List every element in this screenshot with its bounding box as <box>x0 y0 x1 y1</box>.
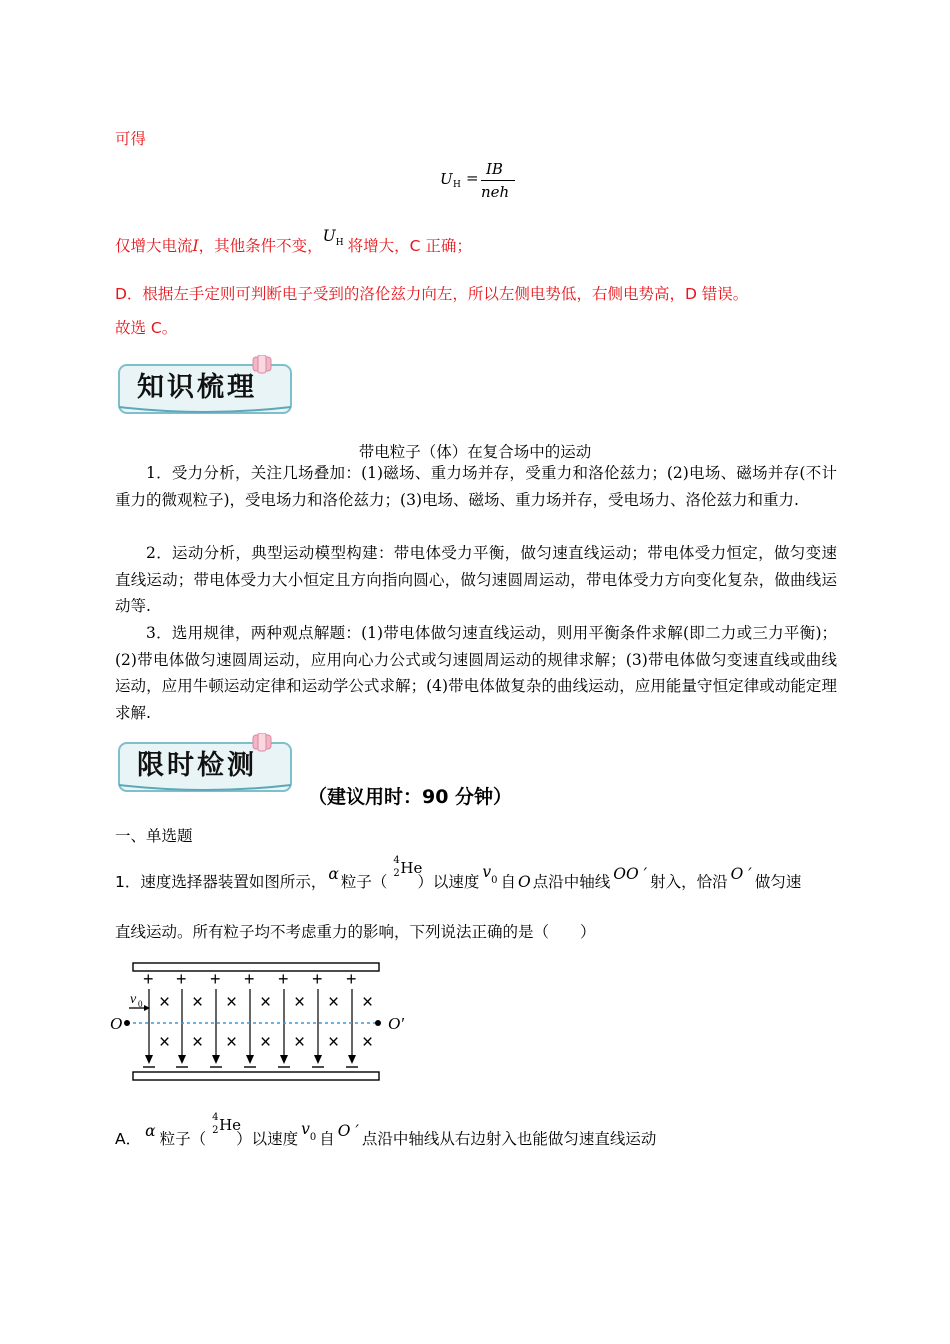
opt-a-text-1: 粒子（ <box>159 1130 207 1148</box>
formula-numerator: IB <box>486 160 503 178</box>
he-symbol: He <box>219 1116 242 1134</box>
helium-nuclide <box>387 855 423 887</box>
formula-denominator: neh <box>481 183 510 201</box>
q1-text-2: 粒子（ <box>340 873 388 891</box>
plus-sign: + <box>346 969 357 989</box>
question-1-line-2: 直线运动。所有粒子均不考虑重力的影响，下列说法正确的是（ ） <box>115 923 596 941</box>
o-symbol: O <box>518 873 531 891</box>
question-number: 1． <box>115 873 141 891</box>
fraction-bar <box>481 180 515 181</box>
magnetic-field-cross: × <box>159 1032 171 1053</box>
question-1-line-1 <box>115 855 802 892</box>
he-mass: 4 <box>393 855 400 866</box>
knowledge-banner <box>115 355 297 415</box>
line-c-var: I <box>192 237 199 255</box>
test-banner-title: 限时检测 <box>137 750 257 781</box>
opt-a-text-3: 自 <box>319 1130 335 1148</box>
v-symbol: v <box>301 1120 310 1138</box>
line-c-sym-sub: H <box>335 238 344 248</box>
line-c-prefix: 仅增大电流 <box>115 237 193 255</box>
magnetic-field-cross: × <box>294 992 306 1013</box>
formula-lhs: U <box>440 170 453 188</box>
v-symbol: v <box>482 863 492 881</box>
q1-text-1: 速度选择器装置如图所示， <box>140 873 327 891</box>
line-c-sym: U <box>322 227 336 245</box>
magnetic-field-cross: × <box>226 992 238 1013</box>
solution-line-d: D．根据左手定则可判断电子受到的洛伦兹力向左，所以左侧电势低，右侧电势高，D 错误。 <box>115 285 749 303</box>
section-heading: 一、单选题 <box>115 827 193 845</box>
label-v: v <box>130 992 137 1007</box>
o-prime-symbol: O ′ <box>730 865 752 883</box>
line-c-suffix: 将增大，C 正确； <box>347 237 472 255</box>
magnetic-field-cross: × <box>362 1032 374 1053</box>
label-v-sub: 0 <box>138 999 143 1009</box>
point-o <box>124 1020 130 1026</box>
magnetic-field-cross: × <box>192 992 204 1013</box>
velocity-selector-figure <box>110 955 410 1090</box>
solution-answer: 故选 C。 <box>115 319 178 337</box>
plus-sign: + <box>244 969 255 989</box>
o-prime-symbol: O ′ <box>337 1122 359 1140</box>
he-mass: 4 <box>212 1112 219 1123</box>
plus-sign: + <box>143 969 154 989</box>
oo-symbol: OO ′ <box>613 865 648 883</box>
knowledge-paragraph-3: 3．选用规律，两种观点解题：(1)带电体做匀速直线运动，则用平衡条件求解(即二力或三力平衡)；(2)带电体做匀速圆周运动，应用向心力公式或匀速圆周运动的规律求解；(3)带电体做匀变速直线或曲线运动，应用牛顿运动定律和运动学公式求解；(4)带电体做复杂的曲线运动，应用能量守恒定律或动能定理求解. <box>115 624 837 722</box>
top-plate <box>133 963 379 971</box>
field-arrowhead <box>348 1055 356 1064</box>
formula-eq: = <box>466 169 479 187</box>
plus-sign: + <box>176 969 187 989</box>
test-banner <box>115 733 297 793</box>
q1-text-3: ）以速度 <box>417 873 480 891</box>
field-arrowhead <box>145 1055 153 1064</box>
field-arrowhead <box>178 1055 186 1064</box>
plus-sign: + <box>210 969 221 989</box>
q1-text-4: 自 <box>500 873 517 891</box>
hall-voltage-formula <box>440 158 530 208</box>
he-symbol: He <box>400 859 423 877</box>
solution-line-c <box>115 227 472 256</box>
magnetic-field-cross: × <box>328 992 340 1013</box>
opt-a-text-4: 点沿中轴线从右边射入也能做匀速直线运动 <box>361 1130 657 1148</box>
q1-text-6: 射入，恰沿 <box>650 873 728 891</box>
v-sub: 0 <box>491 875 498 886</box>
option-a[interactable] <box>115 1112 657 1149</box>
knowledge-paragraph-2: 2．运动分析，典型运动模型构建：带电体受力平衡，做匀速直线运动；带电体受力恒定，做匀变速直线运动；带电体受力大小恒定且方向指向圆心，做匀速圆周运动，带电体受力方向变化复杂，做曲线运动等. <box>115 544 837 615</box>
label-o: O <box>110 1014 123 1033</box>
q1-text-7: 做匀速 <box>754 873 802 891</box>
helium-nuclide <box>206 1112 242 1144</box>
point-o-prime <box>375 1020 381 1026</box>
field-arrowhead <box>280 1055 288 1064</box>
field-arrowhead <box>246 1055 254 1064</box>
magnetic-field-cross: × <box>226 1032 238 1053</box>
q1-text-5: 点沿中轴线 <box>532 873 611 891</box>
formula-lhs-sub: H <box>453 180 461 190</box>
knowledge-banner-title: 知识梳理 <box>137 372 257 403</box>
he-charge: 2 <box>212 1125 219 1136</box>
label-o-prime: O′ <box>388 1014 404 1033</box>
solution-intro: 可得 <box>115 130 147 148</box>
opt-a-text-2: ）以速度 <box>236 1130 299 1148</box>
section-title: 带电粒子（体）在复合场中的运动 <box>358 443 592 461</box>
magnetic-field-cross: × <box>294 1032 306 1053</box>
knowledge-paragraph-1: 1．受力分析，关注几场叠加：(1)磁场、重力场并存，受重力和洛伦兹力；(2)电场、磁场并存(不计重力的微观粒子)，受电场力和洛伦兹力；(3)电场、磁场、重力场并存，受电场力、洛伦兹力和重力. <box>115 464 837 509</box>
plus-sign: + <box>278 969 289 989</box>
line-c-mid: ，其他条件不变， <box>198 237 323 255</box>
magnetic-field-cross: × <box>328 1032 340 1053</box>
he-charge: 2 <box>393 868 400 879</box>
time-hint: （建议用时：90 分钟） <box>308 786 513 808</box>
alpha-symbol: α <box>145 1122 156 1140</box>
magnetic-field-cross: × <box>159 992 171 1013</box>
magnetic-field-cross: × <box>362 992 374 1013</box>
option-a-label: A． <box>115 1130 142 1148</box>
plus-sign: + <box>312 969 323 989</box>
v-sub: 0 <box>309 1132 317 1143</box>
magnetic-field-cross: × <box>192 1032 204 1053</box>
field-arrowhead <box>314 1055 322 1064</box>
alpha-symbol: α <box>328 865 339 883</box>
bottom-plate <box>133 1072 379 1080</box>
magnetic-field-cross: × <box>260 1032 272 1053</box>
magnetic-field-cross: × <box>260 992 272 1013</box>
field-arrowhead <box>212 1055 220 1064</box>
